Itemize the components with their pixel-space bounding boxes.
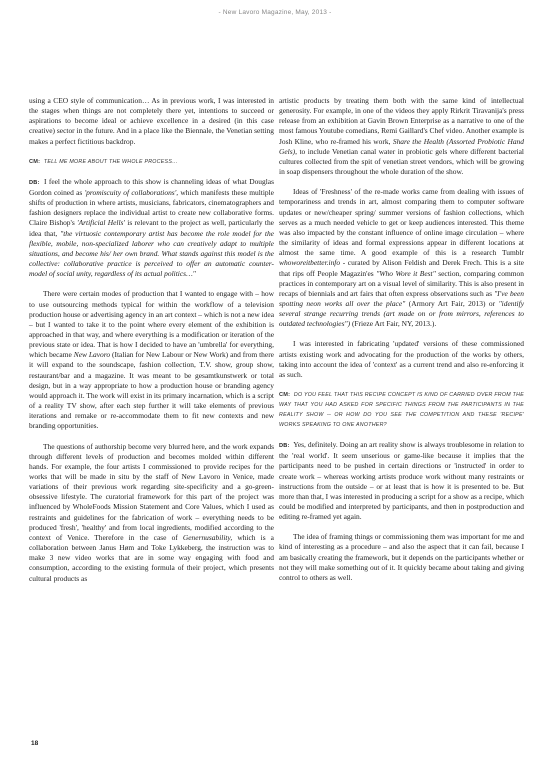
italic-phrase: whoworeitbetter.info [279, 258, 341, 268]
paragraph-text: There were certain modes of production that I wanted to engage with – how to use outsourcing methods typical for within the workflow of a television production house or advertising agency in an art context – which is not a new idea – but I wanted to take it to the point where every element of the exhibition is approached in that way, and where everything is a modification or iteration of the previous state or idea. That is how I decided to have an 'umbrella' for everything, which became [29, 289, 274, 360]
answer-text: I feel the whole approach to this show is channeling ideas of what Douglas Gordon coined as [29, 176, 274, 197]
paragraph-text: (Armory Art Fair, 2013) or [405, 298, 499, 308]
paragraph [279, 96, 524, 177]
italic-quote: "the virtuosic contemporary artist has become the role model for the flexible, mobile, non-specialized laborer who can creatively adapt to multiple situations, and become his/ her own brand. What stands against this model is the collective: collaborative practice is perceived to offer an automatic counter-model of social unity, regardless of its actual politics…" [29, 228, 274, 279]
paragraph: I was interested in fabricating 'updated' versions of these commissioned artists existing work and advocating for the production of the works by others, taking into account the idea of 'context' as a current trend and also re-enforcing it as such. [279, 339, 524, 379]
answer-text: Yes, definitely. Doing an art reality show is always troublesome in relation to the 'real world'. It seem unserious or game-like because it implies that the participants need to be pushed in certain directions or 'instructed' in order to create work – whereas working artists produce work without many restraints or instructions from the outside – or at least that is how it is presented to be. But more than that, I was interested in producing a script for a show as a recipe, which could be modified and interpreted by participants, and then in postproduction and editing re-framed yet again. [279, 440, 524, 522]
paragraph-text: (Italian for New Labour or New Work) and from there it will expand to the soundscape, fashion collection, T.V. show, group show, restaurant/bar and a magazine. It was meant to be gesamtkunstwerk or total design, but in a way appropriate to how a production house or branding agency would approach it. The work will exist in its primary incarnation, which is a script of a reality TV show, after each step further it will take elements of previous iterations and remake or re-accommodate them to fit new contexts and new branding opportunities. [29, 350, 274, 431]
paragraph [279, 187, 524, 329]
paragraph: The idea of framing things or commissioning them was important for me and kind of interesting as a procedure – and also the aspect that it can fail, because I am basically creating the framework, but it depends on the participants whether or not they will make something out of it. It quickly became about taking and giving control to others as well. [279, 532, 524, 582]
interview-answer [279, 440, 524, 522]
italic-phrase: New Lavoro [73, 350, 111, 360]
italic-phrase: Genernusability, [182, 532, 233, 542]
speaker-label: DB: [279, 443, 290, 450]
speaker-label: CM: [279, 392, 291, 399]
question-text: DO YOU FEEL THAT THIS RECIPE CONCEPT IS KIND OF CARRIED OVER FROM THE WAY THAT YOU HAD ASKED FOR SPECIFIC THINGS FROM THE PARTICIPANTS IN THE REALITY SHOW -- OR HOW DO YOU SEE THE COMPETITION AND THESE 'RECIPE' WORKS SPEAKING TO ONE ANOTHER? [279, 392, 524, 429]
answer-text: is relevant to the project as well, particularly the idea that, [29, 218, 274, 238]
italic-quote: "identify several strange recurring trends (art made on or from mirrors, references to outdated technologies") [279, 298, 524, 329]
interview-question [29, 157, 274, 167]
paragraph-text: which is a collaboration between Janus Høm and Toke Lykkeberg, the instruction was to make 3 new video works that are in some way engaging with food and consumption, according to the existing formula of their project, which presents cultural products as [29, 532, 274, 583]
italic-phrase: 'promiscuity of collaborations', [84, 187, 179, 197]
italic-title: Share the Health (Assorted Probiotic Hand Gels) [279, 136, 524, 156]
paragraph-text: Ideas of 'Freshness' of the re-made works came from dealing with issues of temporariness and trends in art, almost comparing them to computer software updates or new/cheaper spring/ summer versions of fashion collections, which serves as a much needed vehicle to get or keep audiences interested. This theme was also impacted by the constant influence of online image circulation – where the similarity of ideas and formal expressions appear in different locations at almost the same time. A good example of this is a research Tumblr [279, 187, 524, 258]
paragraph-text: (Frieze Art Fair, NY, 2013.). [350, 319, 437, 329]
interview-question [279, 390, 524, 430]
answer-text: which manifests these multiple shifts of production in where artists, musicians, fabricators, cinematographers and fashion designers replace the individual artist to create new collaborative forms. Claire Bishop's [29, 187, 274, 228]
italic-phrase: 'Artificial Hells' [77, 218, 125, 228]
paragraph-text: , to include Venetian canal water in probiotic gels where different bacterial cultures collected from the spit of venetian street vendors, which will be growing in soap dispensers throughout the whole duration of the show. [279, 146, 524, 177]
running-header: - New Lavoro Magazine, May, 2013 - [218, 9, 332, 16]
interview-answer [29, 177, 274, 280]
right-column [279, 96, 524, 593]
italic-phrase: "Who Wore it Best" [376, 268, 436, 278]
italic-quote: "I've been spotting neon works all over the place" [279, 288, 524, 308]
speaker-label: DB: [29, 179, 40, 186]
paragraph-text: - curated by Alison Feldish and Derek Frech. This is a site that rips off People Magazin'es [279, 258, 524, 278]
paragraph [29, 289, 274, 431]
paragraph-text: artistic products by treating them both with the same kind of intellectual generosity. For example, in one of the videos they apply Rirkrit Tiravanija's press release from an exhibition at Gavin Brown Enterprise as a narrative to one of the most famous Youtube comedians, Remi Gaillard's Chef video. Another example is Josh Kline, who re-framed his work, [279, 96, 524, 146]
paragraph [29, 442, 274, 584]
paragraph-text: The questions of authorship become very blurred here, and the work expands through different levels of production and becomes molded within different hands. For example, the four artists I commissioned to provide recipes for the works that will be made in situ by the staff of New Lavoro in Venice, made variations of their previous work regarding site-specificity and a go-green-obsessive lifestyle. The curatorial framework for this part of the project was influenced by WholeFoods Mission Statement and Core Values, which I used as restraints and guidelines for the fabrication of work – everything needs to be produced 'fresh', 'healthy' and from local ingredients, modified according to the context of Venice. Therefore in the case of [29, 441, 274, 542]
speaker-label: CM: [29, 158, 41, 165]
question-text: TELL ME MORE ABOUT THE WHOLE PROCESS… [43, 158, 178, 165]
paragraph-text: section, comparing common practices in contemporary art on a visual level of similarity. This is also present in recaps of biennials and art fairs that often express observations such as [279, 268, 524, 298]
left-column [29, 96, 274, 594]
page-number: 18 [31, 740, 39, 747]
paragraph: using a CEO style of communication… As in previous work, I was interested in the stages when things are not completely there yet, intentions to succeed or aspirations to become ideal or achieve excellence in a desired (in this case creative) sector in the future. And in a place like the Biennale, the Venetian setting makes a perfect fictitious backdrop. [29, 96, 274, 146]
